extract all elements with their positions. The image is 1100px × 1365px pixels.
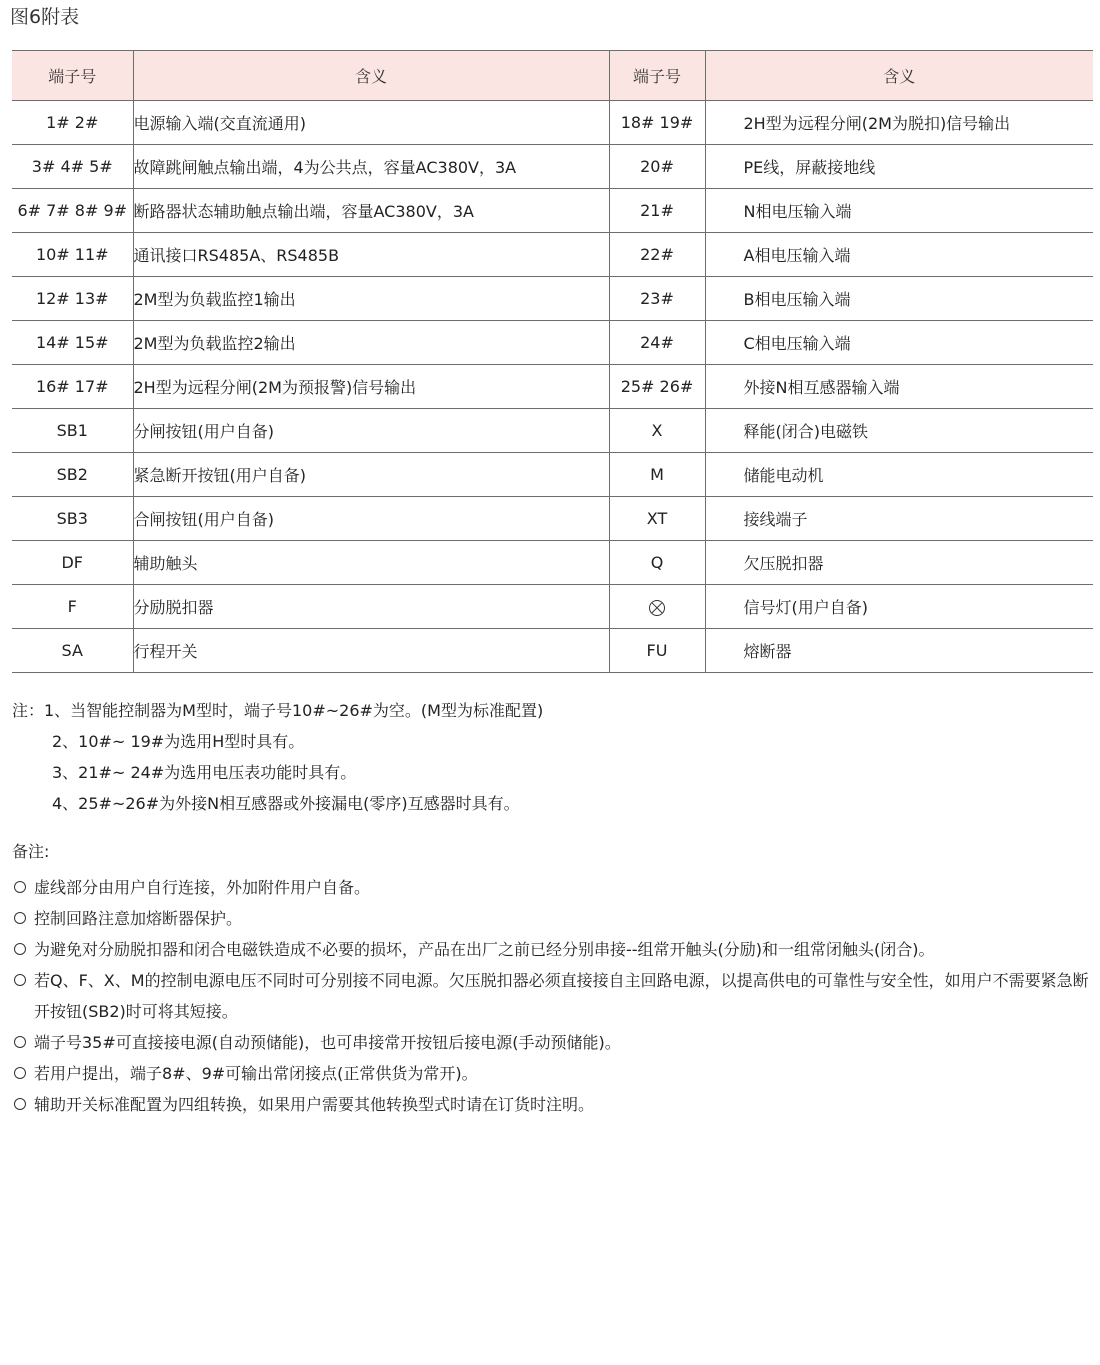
- table-row: [12, 321, 1093, 365]
- terminal-code: 3# 4# 5#: [12, 145, 133, 189]
- terminal-meaning: 故障跳闸触点输出端，4为公共点，容量AC380V，3A: [133, 145, 609, 189]
- terminal-meaning: 2H型为远程分闸(2M为预报警)信号输出: [133, 365, 609, 409]
- terminal-code: 23#: [609, 277, 705, 321]
- terminal-meaning: 熔断器: [705, 629, 1093, 673]
- terminal-code-symbol: [609, 585, 705, 629]
- circle-bullet-icon: [14, 881, 26, 893]
- remark-text: 端子号35#可直接接电源(自动预储能)，也可串接常开按钮后接电源(手动预储能)。: [34, 1033, 621, 1052]
- terminal-meaning: 电源输入端(交直流通用): [133, 101, 609, 145]
- header-meaning-left: 含义: [133, 51, 609, 101]
- table-row: [12, 189, 1093, 233]
- table-row: [12, 585, 1093, 629]
- circle-bullet-icon: [14, 943, 26, 955]
- circle-bullet-icon: [14, 912, 26, 924]
- notes-section: [12, 698, 543, 822]
- terminal-code: 25# 26#: [609, 365, 705, 409]
- terminal-code: SB1: [12, 409, 133, 453]
- terminal-code: Q: [609, 541, 705, 585]
- table-header-row: [12, 51, 1093, 101]
- terminal-code: X: [609, 409, 705, 453]
- remark-text: 为避免对分励脱扣器和闭合电磁铁造成不必要的损坏，产品在出厂之前已经分别串接--组常开触头(分励)和一组常闭触头(闭合)。: [34, 940, 935, 959]
- remark-item: [12, 934, 1094, 965]
- remark-text: 若用户提出，端子8#、9#可输出常闭接点(正常供货为常开)。: [34, 1064, 478, 1083]
- table-row: [12, 277, 1093, 321]
- terminal-code: 18# 19#: [609, 101, 705, 145]
- terminal-meaning: PE线，屏蔽接地线: [705, 145, 1093, 189]
- remarks-title: 备注:: [12, 842, 50, 861]
- terminal-meaning: N相电压输入端: [705, 189, 1093, 233]
- remark-item: [12, 903, 1094, 934]
- terminal-meaning: 释能(闭合)电磁铁: [705, 409, 1093, 453]
- terminal-meaning: 2M型为负载监控1输出: [133, 277, 609, 321]
- remark-item: [12, 1027, 1094, 1058]
- terminal-meaning: 断路器状态辅助触点输出端，容量AC380V，3A: [133, 189, 609, 233]
- table-row: [12, 233, 1093, 277]
- remark-text: 辅助开关标准配置为四组转换，如果用户需要其他转换型式时请在订货时注明。: [34, 1095, 595, 1114]
- terminal-meaning: 行程开关: [133, 629, 609, 673]
- terminal-meaning: 外接N相互感器输入端: [705, 365, 1093, 409]
- terminal-code: 1# 2#: [12, 101, 133, 145]
- remark-text: 若Q、F、X、M的控制电源电压不同时可分别接不同电源。欠压脱扣器必须直接接自主回路电源，以提高供电的可靠性与安全性，如用户不需要紧急断开按钮(SB2)时可将其短接。: [34, 971, 1089, 1021]
- terminal-table: [12, 50, 1093, 673]
- remark-item: [12, 1089, 1094, 1120]
- terminal-meaning: 储能电动机: [705, 453, 1093, 497]
- circle-bullet-icon: [14, 974, 26, 986]
- note-line: 注：1、当智能控制器为M型时，端子号10#~26#为空。(M型为标准配置): [12, 701, 544, 720]
- terminal-code: F: [12, 585, 133, 629]
- terminal-meaning: C相电压输入端: [705, 321, 1093, 365]
- terminal-code: 24#: [609, 321, 705, 365]
- table-row: [12, 453, 1093, 497]
- terminal-code: 20#: [609, 145, 705, 189]
- terminal-meaning: 分闸按钮(用户自备): [133, 409, 609, 453]
- note-line: 4、25#~26#为外接N相互感器或外接漏电(零序)互感器时具有。: [52, 794, 520, 813]
- terminal-code: 21#: [609, 189, 705, 233]
- circle-bullet-icon: [14, 1098, 26, 1110]
- remark-text: 控制回路注意加熔断器保护。: [34, 909, 243, 928]
- terminal-code: DF: [12, 541, 133, 585]
- circle-bullet-icon: [14, 1036, 26, 1048]
- terminal-code: FU: [609, 629, 705, 673]
- terminal-code: 14# 15#: [12, 321, 133, 365]
- remark-item: [12, 872, 1094, 903]
- terminal-code: 22#: [609, 233, 705, 277]
- terminal-meaning: 2H型为远程分闸(2M为脱扣)信号输出: [705, 101, 1093, 145]
- terminal-meaning: 欠压脱扣器: [705, 541, 1093, 585]
- remark-text: 虚线部分由用户自行连接，外加附件用户自备。: [34, 878, 371, 897]
- remark-item: [12, 965, 1094, 1027]
- remark-item: [12, 1058, 1094, 1089]
- table-row: [12, 629, 1093, 673]
- terminal-meaning: 紧急断开按钮(用户自备): [133, 453, 609, 497]
- terminal-meaning: B相电压输入端: [705, 277, 1093, 321]
- table-row: [12, 409, 1093, 453]
- terminal-code: SB2: [12, 453, 133, 497]
- terminal-code: SA: [61, 641, 83, 660]
- terminal-meaning: 通讯接口RS485A、RS485B: [133, 233, 609, 277]
- circle-bullet-icon: [14, 1067, 26, 1079]
- terminal-meaning: 辅助触头: [133, 541, 609, 585]
- terminal-meaning: 2M型为负载监控2输出: [133, 321, 609, 365]
- terminal-code: 12# 13#: [12, 277, 133, 321]
- header-terminal-left: 端子号: [12, 51, 133, 101]
- table-row: [12, 365, 1093, 409]
- remarks-section: [12, 840, 1094, 1120]
- terminal-code: 10# 11#: [12, 233, 133, 277]
- terminal-code: SB3: [12, 497, 133, 541]
- figure-title: 图6附表: [10, 6, 80, 28]
- note-line: 3、21#~ 24#为选用电压表功能时具有。: [52, 763, 357, 782]
- signal-lamp-icon: [649, 600, 665, 616]
- terminal-code: XT: [609, 497, 705, 541]
- terminal-code: M: [609, 453, 705, 497]
- table-row: [12, 101, 1093, 145]
- table-row: [12, 541, 1093, 585]
- table-row: [12, 497, 1093, 541]
- table-row: [12, 145, 1093, 189]
- terminal-meaning: 分励脱扣器: [133, 585, 609, 629]
- terminal-meaning: 合闸按钮(用户自备): [133, 497, 609, 541]
- terminal-code: 6# 7# 8# 9#: [12, 189, 133, 233]
- terminal-meaning: 信号灯(用户自备): [705, 585, 1093, 629]
- header-meaning-right: 含义: [705, 51, 1093, 101]
- terminal-meaning: A相电压输入端: [705, 233, 1093, 277]
- terminal-code: 16# 17#: [12, 365, 133, 409]
- terminal-meaning: 接线端子: [705, 497, 1093, 541]
- note-line: 2、10#~ 19#为选用H型时具有。: [52, 732, 305, 751]
- header-terminal-right: 端子号: [609, 51, 705, 101]
